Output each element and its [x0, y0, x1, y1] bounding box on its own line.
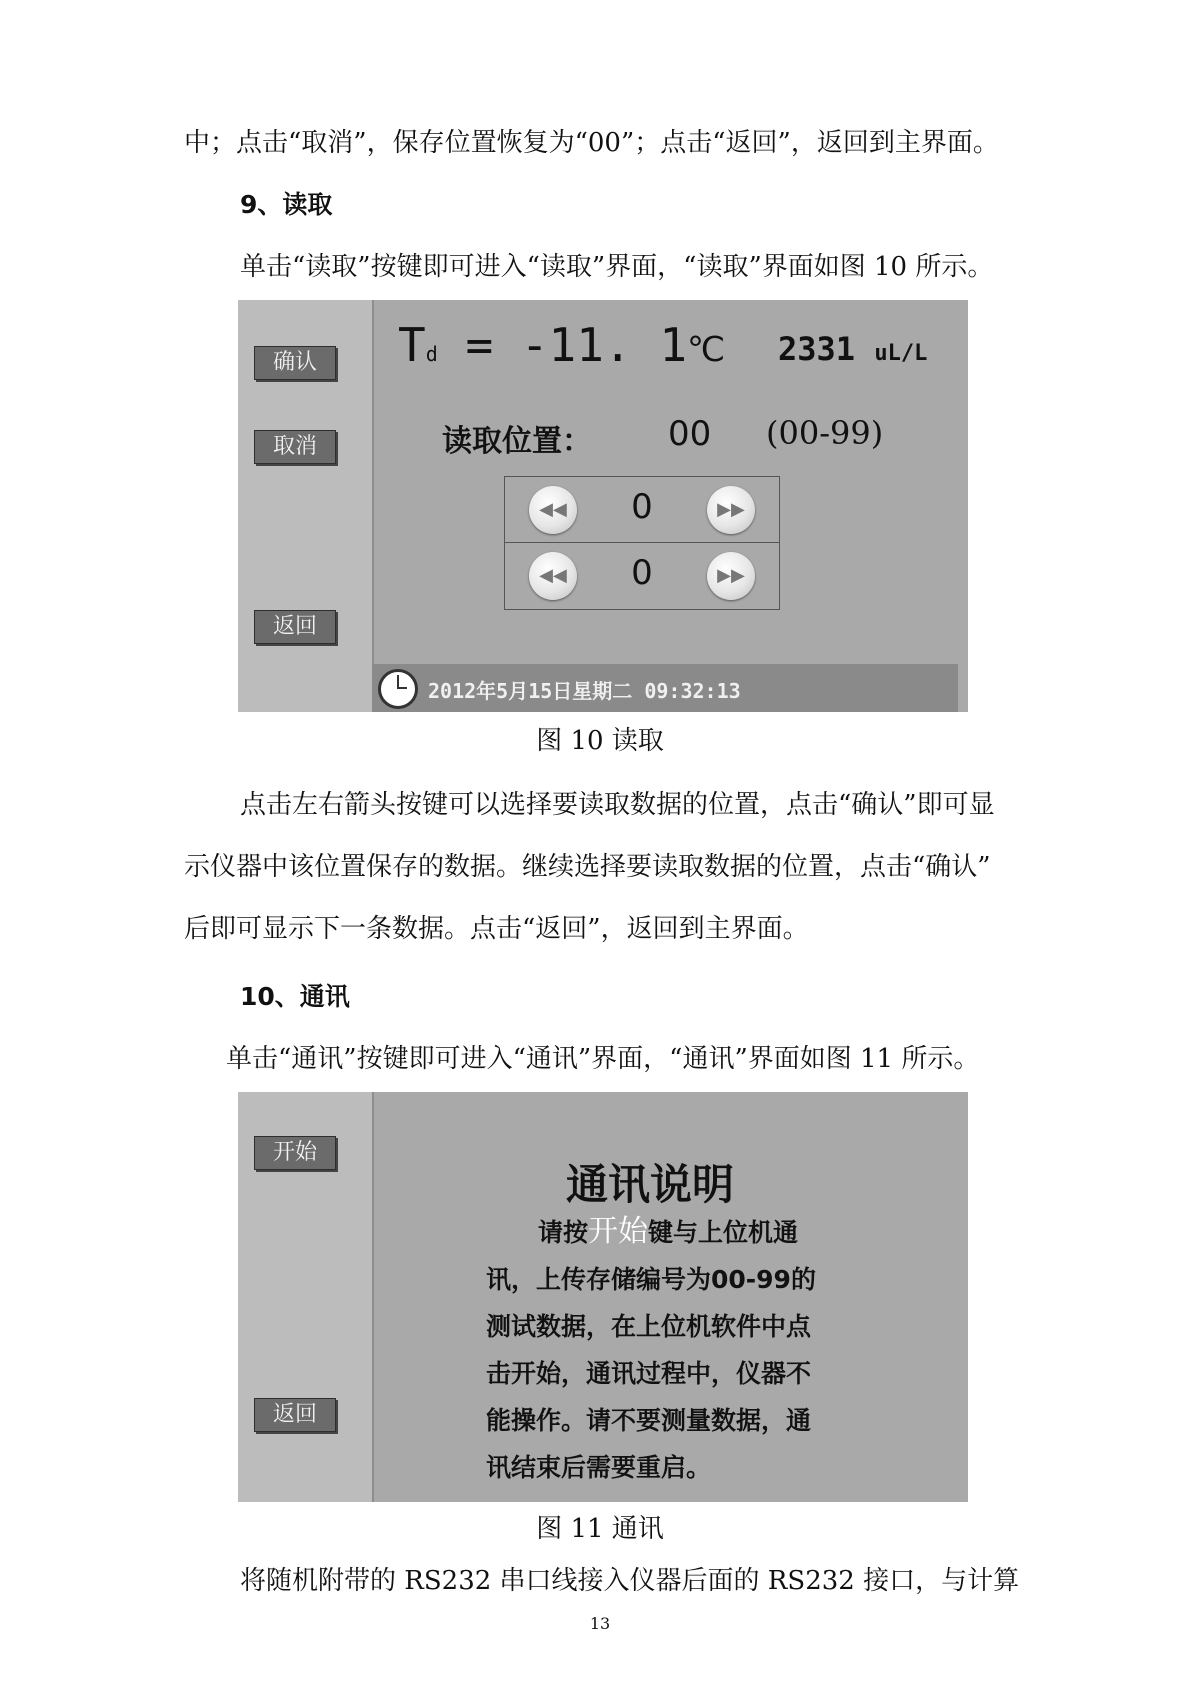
back-button[interactable]: 返回 — [254, 610, 336, 644]
section-10-heading: 10、通讯 — [240, 982, 350, 1011]
rewind-icon[interactable]: ◀◀ — [529, 486, 577, 534]
tens-digit-value: 0 — [631, 487, 653, 527]
read-screen-figure — [238, 300, 968, 712]
start-button[interactable]: 开始 — [254, 1136, 336, 1170]
ppm-value: 2331 — [778, 330, 856, 368]
tens-digit-stepper — [504, 476, 780, 544]
body-line-3: 后即可显示下一条数据。点击“返回”，返回到主界面。 — [184, 914, 809, 944]
back-button[interactable]: 返回 — [254, 1398, 336, 1432]
ppm-unit: uL/L — [874, 341, 928, 366]
td-unit: ℃ — [687, 330, 726, 370]
comm-line-5: 能操作。请不要测量数据，通 — [486, 1406, 812, 1435]
body-line-2: 示仪器中该位置保存的数据。继续选择要读取数据的位置，点击“确认” — [184, 852, 991, 882]
body-line-1: 点击左右箭头按键可以选择要读取数据的位置，点击“确认”即可显 — [240, 790, 995, 820]
read-position-label: 读取位置： — [442, 424, 592, 459]
comm-line-1 — [486, 1208, 816, 1256]
start-highlight: 开始 — [588, 1214, 649, 1249]
rewind-icon[interactable]: ◀◀ — [529, 552, 577, 600]
ppm-readout — [778, 330, 927, 368]
read-screen-sidebar — [238, 300, 374, 712]
section-9-heading: 9、读取 — [240, 190, 333, 219]
ones-digit-value: 0 — [631, 553, 653, 593]
cancel-button[interactable]: 取消 — [254, 430, 336, 464]
comm-line-2: 讯，上传存储编号为00-99的 — [486, 1265, 816, 1294]
comm-line-4: 击开始，通讯过程中，仪器不 — [486, 1359, 812, 1388]
intro-continuation-line: 中；点击“取消”，保存位置恢复为“00”；点击“返回”，返回到主界面。 — [184, 128, 999, 158]
comm-line-1-post: 键与上位机通 — [648, 1218, 799, 1247]
status-datetime: 2012年5月15日星期二 09:32:13 — [428, 679, 741, 703]
clock-icon — [378, 669, 418, 709]
comm-screen-figure — [238, 1092, 968, 1502]
comm-instructions-text — [486, 1208, 816, 1491]
read-position-value: 00 — [668, 414, 712, 454]
td-value: = -11. 1 — [465, 318, 688, 372]
comm-instructions-title: 通讯说明 — [566, 1160, 735, 1209]
confirm-button[interactable]: 确认 — [254, 346, 336, 380]
dew-point-readout — [398, 318, 725, 372]
section-9-intro: 单击“读取”按键即可进入“读取”界面，“读取”界面如图 10 所示。 — [240, 252, 994, 282]
fast-forward-icon[interactable]: ▶▶ — [707, 552, 755, 600]
page-number: 13 — [589, 1614, 611, 1633]
fast-forward-icon[interactable]: ▶▶ — [707, 486, 755, 534]
figure-11-caption: 图 11 通讯 — [536, 1514, 664, 1544]
comm-line-6: 讯结束后需要重启。 — [486, 1453, 712, 1482]
read-position-range: (00-99) — [766, 414, 884, 452]
status-bar — [372, 664, 958, 712]
td-subscript: d — [425, 342, 438, 366]
comm-line-1-pre: 请按 — [538, 1218, 589, 1247]
section-10-intro: 单击“通讯”按键即可进入“通讯”界面，“通讯”界面如图 11 所示。 — [226, 1044, 980, 1074]
ones-digit-stepper — [504, 542, 780, 610]
section-10-body-line: 将随机附带的 RS232 串口线接入仪器后面的 RS232 接口，与计算 — [240, 1566, 1020, 1596]
comm-screen-sidebar — [238, 1092, 374, 1502]
td-symbol: T — [398, 318, 426, 372]
comm-line-3: 测试数据，在上位机软件中点 — [486, 1312, 812, 1341]
figure-10-caption: 图 10 读取 — [536, 726, 664, 756]
